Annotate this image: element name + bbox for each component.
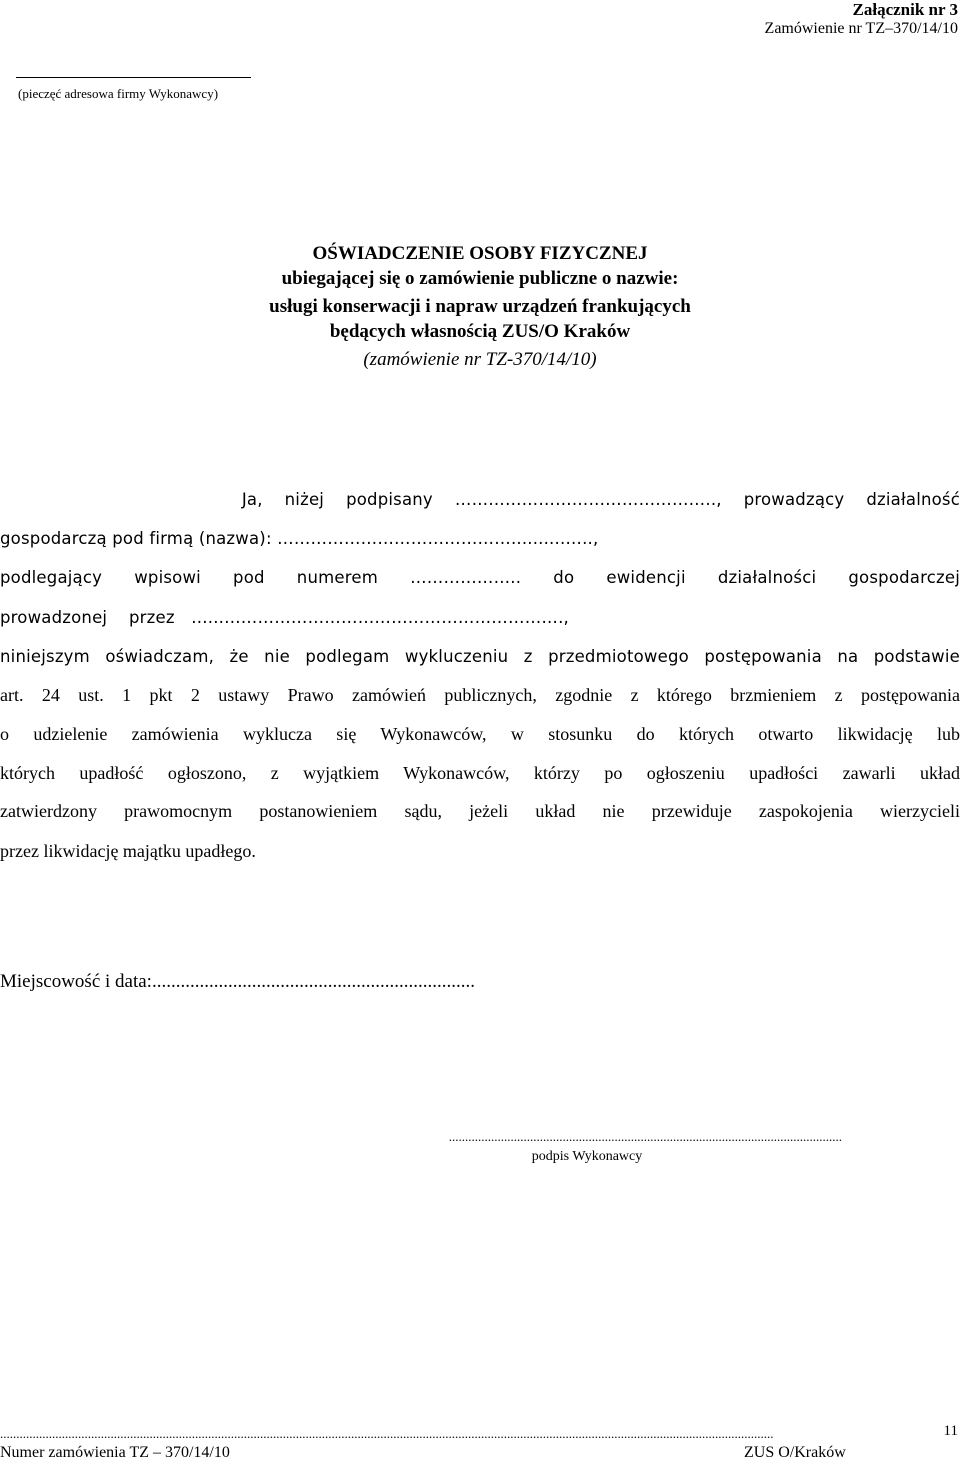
statement-title: OŚWIADCZENIE OSOBY FIZYCZNEJ bbox=[312, 243, 648, 264]
footer-order-number: Numer zamówienia TZ – 370/14/10 bbox=[0, 1444, 230, 1461]
stamp-line bbox=[16, 77, 251, 78]
stamp-label: (pieczęć adresowa firmy Wykonawcy) bbox=[18, 86, 219, 101]
annex-label: Załącznik nr 3 bbox=[852, 0, 958, 19]
page-number: 11 bbox=[943, 1423, 958, 1439]
body-line-8: których upadłość ogłoszono, z wyjątkiem Wykonawców, którzy po ogłoszeniu upadłości zawarli układ bbox=[0, 763, 960, 783]
title-line-4: będących własnością ZUS/O Kraków bbox=[329, 321, 631, 342]
place-and-date-field: Miejscowość i data:.................................................................... bbox=[0, 971, 475, 992]
order-reference: Zamówienie nr TZ–370/14/10 bbox=[764, 20, 958, 37]
body-line-5: niniejszym oświadczam, że nie podlegam wykluczeniu z przedmiotowego postępowania na podstawie bbox=[0, 647, 960, 666]
title-line-2: ubiegającej się o zamówienie publiczne o nazwie: bbox=[281, 268, 679, 289]
footer-office: ZUS O/Kraków bbox=[744, 1444, 846, 1461]
body-line-6: art. 24 ust. 1 pkt 2 ustawy Prawo zamówień publicznych, zgodnie z którego brzmieniem z postępowania bbox=[0, 685, 960, 705]
body-line-7: o udzielenie zamówienia wyklucza się Wykonawców, w stosunku do których otwarto likwidację lub bbox=[0, 724, 960, 744]
footer-rule: .............................................................................................................................................................................................................................................. bbox=[0, 1426, 774, 1441]
title-order-number: (zamówienie nr TZ-370/14/10) bbox=[363, 349, 597, 370]
signature-line: ......................................................................................................................... bbox=[448, 1129, 842, 1144]
body-line-3: podlegający wpisowi pod numerem ……………….. do ewidencji działalności gospodarczej bbox=[0, 568, 960, 587]
title-line-3: usługi konserwacji i napraw urządzeń frankujących bbox=[269, 296, 691, 317]
signature-label: podpis Wykonawcy bbox=[531, 1149, 643, 1164]
body-line-2: gospodarczą pod firmą (nazwa): ……………………………………..........….., bbox=[0, 529, 599, 548]
body-line-4: prowadzonej przez …...……………………………………………………., bbox=[0, 608, 569, 627]
body-line-9: zatwierdzony prawomocnym postanowieniem sądu, jeżeli układ nie przewiduje zaspokojenia wierzycieli bbox=[0, 801, 960, 821]
body-line-1: Ja, niżej podpisany ……………………………………….., prowadzący działalność bbox=[0, 490, 960, 509]
body-line-10: przez likwidację majątku upadłego. bbox=[0, 841, 256, 861]
